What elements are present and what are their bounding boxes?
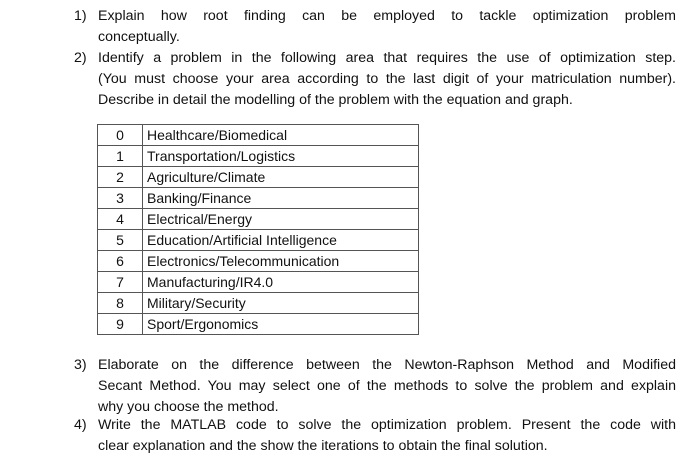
question-number: 1) <box>74 8 87 24</box>
question-text <box>98 415 676 457</box>
question-line: conceptually. <box>98 29 180 45</box>
question-number: 2) <box>74 50 87 66</box>
digit-cell: 1 <box>98 146 143 167</box>
table-row <box>98 146 419 167</box>
question-line: Describe in detail the modelling of the problem with the equation and graph. <box>98 92 573 108</box>
table-row <box>98 272 419 293</box>
area-cell: Banking/Finance <box>143 188 419 209</box>
question-line: Secant Method. You may select one of the methods to solve the problem and explain <box>98 378 676 394</box>
table-row <box>98 209 419 230</box>
table-row <box>98 167 419 188</box>
area-cell: Electronics/Telecommunication <box>143 251 419 272</box>
area-cell: Healthcare/Biomedical <box>143 125 419 146</box>
area-cell: Manufacturing/IR4.0 <box>143 272 419 293</box>
table-row <box>98 314 419 335</box>
question-text <box>98 48 676 111</box>
question-line: Identify a problem in the following area that requires the use of optimization step. <box>98 50 676 66</box>
area-cell: Education/Artificial Intelligence <box>143 230 419 251</box>
digit-cell: 3 <box>98 188 143 209</box>
question-line: Explain how root finding can be employed to tackle optimization problem <box>98 8 676 24</box>
digit-cell: 6 <box>98 251 143 272</box>
question-line: Write the MATLAB code to solve the optimization problem. Present the code with <box>98 417 676 433</box>
question-text <box>98 355 676 418</box>
area-cell: Agriculture/Climate <box>143 167 419 188</box>
areas-table <box>97 124 419 335</box>
question-line: Elaborate on the difference between the Newton-Raphson Method and Modified <box>98 357 676 373</box>
digit-cell: 2 <box>98 167 143 188</box>
digit-cell: 0 <box>98 125 143 146</box>
area-cell: Sport/Ergonomics <box>143 314 419 335</box>
table-row <box>98 293 419 314</box>
digit-cell: 8 <box>98 293 143 314</box>
digit-cell: 5 <box>98 230 143 251</box>
table-row <box>98 188 419 209</box>
question-line: clear explanation and the show the iterations to obtain the final solution. <box>98 438 548 454</box>
table-row <box>98 125 419 146</box>
area-cell: Military/Security <box>143 293 419 314</box>
digit-cell: 9 <box>98 314 143 335</box>
question-number: 4) <box>74 417 87 433</box>
area-cell: Electrical/Energy <box>143 209 419 230</box>
digit-cell: 7 <box>98 272 143 293</box>
digit-cell: 4 <box>98 209 143 230</box>
table-row <box>98 251 419 272</box>
table-row <box>98 230 419 251</box>
question-text <box>98 6 676 48</box>
question-number: 3) <box>74 357 87 373</box>
question-line: (You must choose your area according to the last digit of your matriculation number). <box>98 71 676 87</box>
question-line: why you choose the method. <box>98 399 279 415</box>
area-cell: Transportation/Logistics <box>143 146 419 167</box>
